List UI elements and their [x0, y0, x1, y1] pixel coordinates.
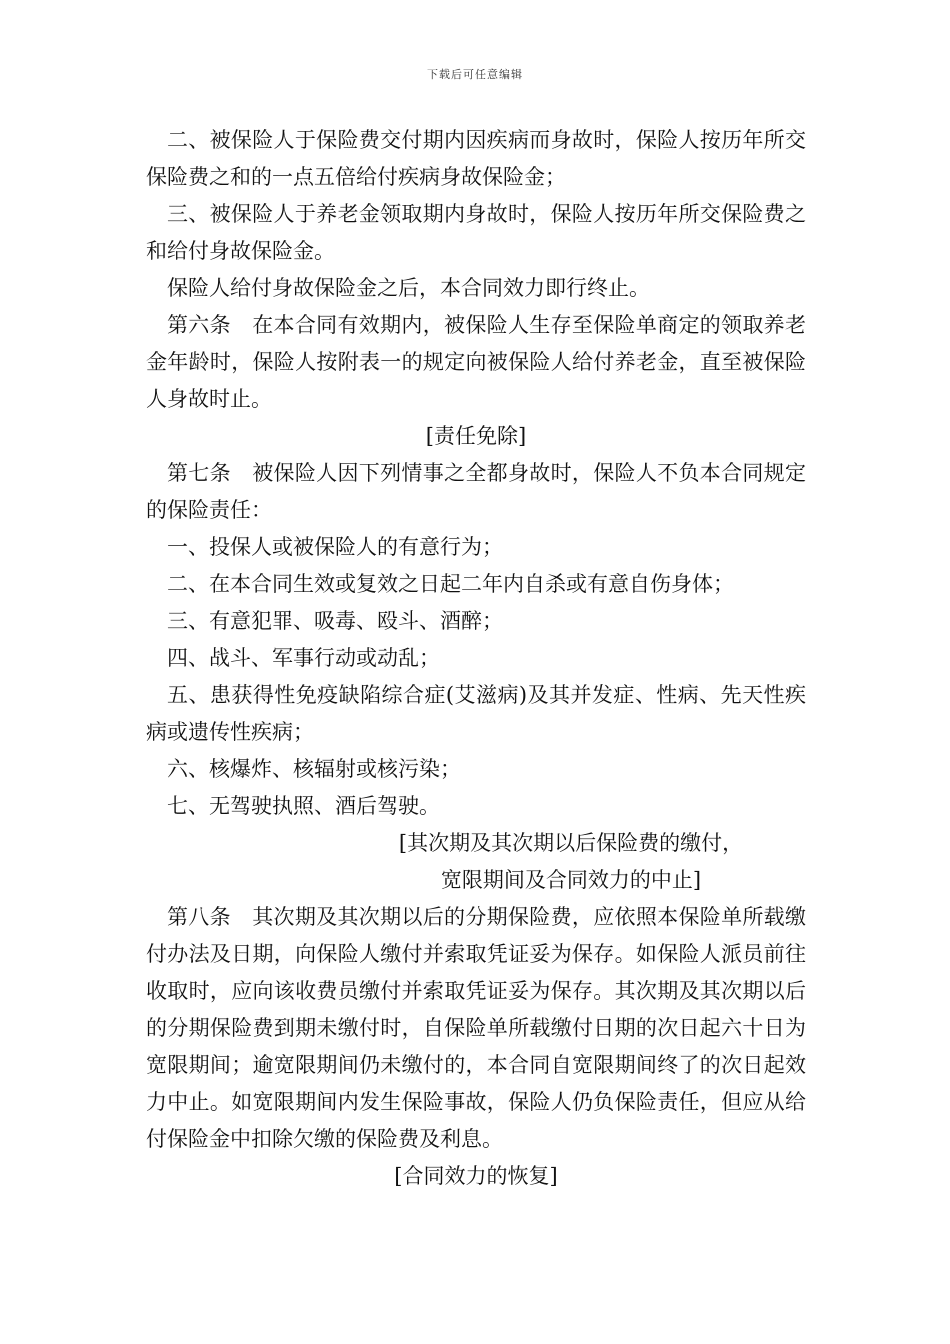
- section-heading-grace-period: 宽限期间及合同效力的中止]: [440, 868, 702, 892]
- paragraph-article-7: 第七条 被保险人因下列情事之全都身故时，保险人不负本合同规定的保险责任：: [146, 461, 806, 522]
- list-item-exclusion-2: 二、在本合同生效或复效之日起二年内自杀或有意自伤身体；: [167, 572, 734, 596]
- list-item-exclusion-5: 五、患获得性免疫缺陷综合症(艾滋病)及其并发症、性病、先天性疾病或遗传性疾病；: [146, 683, 806, 744]
- section-heading-premium-payment: [其次期及其次期以后保险费的缴付，: [398, 831, 744, 855]
- document-body: [146, 122, 806, 1195]
- paragraph-termination: 保险人给付身故保险金之后，本合同效力即行终止。: [167, 276, 650, 300]
- list-item-exclusion-1: 一、投保人或被保险人的有意行为；: [167, 535, 503, 559]
- paragraph-clause-2: 二、被保险人于保险费交付期内因疾病而身故时，保险人按历年所交保险费之和的一点五倍给付疾病身故保险金；: [146, 128, 806, 189]
- header-note: 下载后可任意编辑: [427, 68, 523, 81]
- paragraph-article-6: 第六条 在本合同有效期内，被保险人生存至保险单商定的领取养老金年龄时，保险人按附表一的规定向被保险人给付养老金，直至被保险人身故时止。: [146, 313, 806, 411]
- list-item-exclusion-3: 三、有意犯罪、吸毒、殴斗、酒醉；: [167, 609, 503, 633]
- section-heading-reinstatement: [合同效力的恢复]: [394, 1164, 558, 1188]
- paragraph-clause-3: 三、被保险人于养老金领取期内身故时，保险人按历年所交保险费之和给付身故保险金。: [146, 202, 806, 263]
- paragraph-article-8: 第八条 其次期及其次期以后的分期保险费，应依照本保险单所载缴付办法及日期，向保险人缴付并索取凭证妥为保存。如保险人派员前往收取时，应向该收费员缴付并索取凭证妥为保存。其次期及其次期以后的分期保险费到期未缴付时，自保险单所载缴付日期的次日起六十日为宽限期间；逾宽限期间仍未缴付的，本合同自宽限期间终了的次日起效力中止。如宽限期间内发生保险事故，保险人仍负保险责任，但应从给付保险金中扣除欠缴的保险费及利息。: [146, 905, 806, 1151]
- list-item-exclusion-7: 七、无驾驶执照、酒后驾驶。: [167, 794, 440, 818]
- list-item-exclusion-4: 四、战斗、军事行动或动乱；: [167, 646, 440, 670]
- list-item-exclusion-6: 六、核爆炸、核辐射或核污染；: [167, 757, 461, 781]
- section-heading-exclusions: [责任免除]: [425, 424, 527, 448]
